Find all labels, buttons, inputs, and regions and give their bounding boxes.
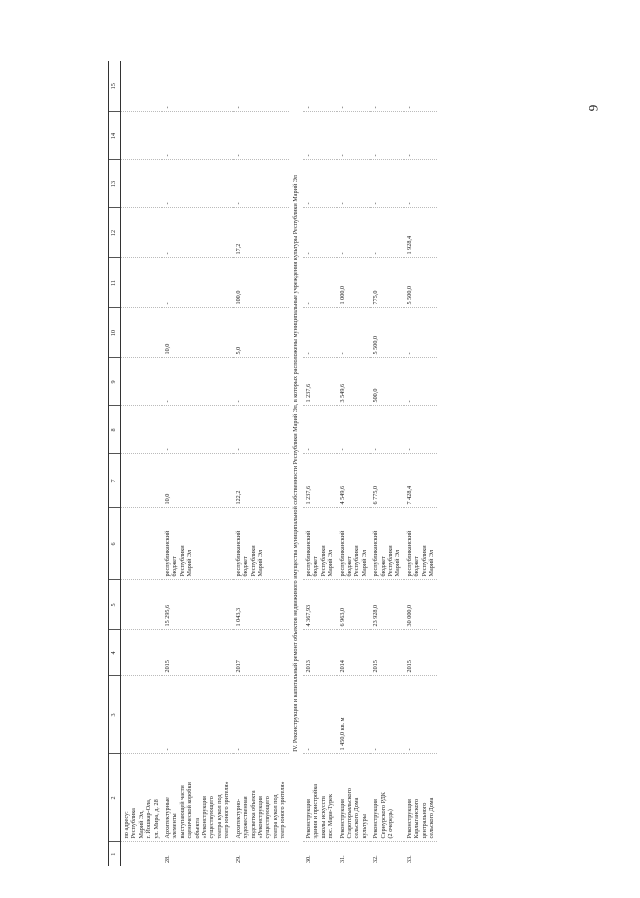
table-row [370, 61, 404, 866]
cell-col-7: 4 549,6 [337, 454, 371, 508]
cell-col-15: - [370, 61, 404, 112]
cell-col-9: 3 549,6 [337, 358, 371, 406]
cell-col-14: - [370, 112, 404, 160]
cell-col-10: 10,0 [162, 308, 233, 358]
cell-col-13: - [370, 160, 404, 208]
cell-col-5: 30 000,0 [404, 580, 438, 630]
cell-col-14: - [337, 112, 371, 160]
cell-col-4: 2017 [233, 630, 289, 676]
table-row [303, 61, 337, 866]
column-number-7: 7 [109, 454, 121, 508]
cell-col-15: - [233, 61, 289, 112]
cell-col-14 [121, 112, 163, 160]
cell-col-2: Реконструкция Сернурского РДК (2 очередь) [370, 754, 404, 842]
cell-col-6: республиканский бюджет Республики Марий Эл [370, 508, 404, 580]
cell-col-7: 7 428,4 [404, 454, 438, 508]
cell-col-1: 30. [304, 855, 312, 863]
cell-col-7: 6 775,0 [370, 454, 404, 508]
cell-col-3 [121, 676, 163, 754]
cell-col-11: 100,0 [233, 258, 289, 308]
cell-col-7: 1 237,6 [303, 454, 337, 508]
cell-col-15: - [303, 61, 337, 112]
cell-col-4: 2013 [303, 630, 337, 676]
cell-col-5: 23 928,0 [370, 580, 404, 630]
cell-col-9: - [233, 358, 289, 406]
cell-col-13: - [303, 160, 337, 208]
column-number-5: 5 [109, 580, 121, 630]
cell-col-2: Реконструкция Карлыганского центрального сельского Дома [404, 754, 438, 842]
cell-col-3: - [303, 676, 337, 754]
cell-col-14: - [404, 112, 438, 160]
cell-col-2: Реконструкция здания и пристройка школы искусств пос. Мари-Турек [303, 754, 337, 842]
column-number-8: 8 [109, 406, 121, 454]
cell-col-2: по адресу: Республика Марий Эл, г. Йошкар-Ола, ул. Мира, д. 28 [121, 754, 163, 842]
cell-col-6 [121, 508, 163, 580]
column-number-11: 11 [109, 258, 121, 308]
cell-col-7: 10,0 [162, 454, 233, 508]
cell-col-1: 28. [164, 855, 172, 863]
column-number-15: 15 [109, 61, 121, 112]
cell-col-14: - [303, 112, 337, 160]
cell-col-11: 5 500,0 [404, 258, 438, 308]
cell-col-1: 33. [405, 855, 413, 863]
cell-col-10 [121, 308, 163, 358]
cell-col-15 [121, 61, 163, 112]
cell-col-4: 2014 [337, 630, 371, 676]
cell-col-1: 32. [372, 855, 380, 863]
cell-col-12 [121, 208, 163, 258]
cell-col-10: 5,0 [233, 308, 289, 358]
table-row [233, 61, 289, 866]
column-number-6: 6 [109, 508, 121, 580]
cell-col-13 [121, 160, 163, 208]
cell-col-9 [121, 358, 163, 406]
page-number: 9 [585, 104, 601, 112]
cell-col-14: - [162, 112, 233, 160]
cell-col-4: 2015 [162, 630, 233, 676]
cell-col-8: - [404, 406, 438, 454]
table-row [404, 61, 438, 866]
cell-col-5 [121, 580, 163, 630]
cell-col-14: - [233, 112, 289, 160]
column-number-1: 1 [109, 842, 121, 866]
cell-col-4: 2015 [404, 630, 438, 676]
cell-col-4: 2015 [370, 630, 404, 676]
cell-col-1 [121, 842, 163, 866]
cell-col-8: - [162, 406, 233, 454]
cell-col-3: 1 450,0 кв. м [337, 676, 371, 754]
cell-col-9: 1 237,6 [303, 358, 337, 406]
cell-col-11: 1 000,0 [337, 258, 371, 308]
cell-col-8: - [370, 406, 404, 454]
cell-col-11: - [162, 258, 233, 308]
cell-col-6: республиканский бюджет Республики Марий Эл [233, 508, 289, 580]
cell-col-11 [121, 258, 163, 308]
cell-col-8: - [303, 406, 337, 454]
cell-col-8: - [233, 406, 289, 454]
cell-col-12: - [303, 208, 337, 258]
cell-col-12: - [370, 208, 404, 258]
cell-col-8 [121, 406, 163, 454]
column-number-12: 12 [109, 208, 121, 258]
cell-col-9: - [404, 358, 438, 406]
column-number-13: 13 [109, 160, 121, 208]
cell-col-11: 775,0 [370, 258, 404, 308]
cell-col-3: - [370, 676, 404, 754]
column-number-4: 4 [109, 630, 121, 676]
cell-col-13: - [233, 160, 289, 208]
cell-col-2: Архитектурно- художественная подсветка объекта «Реконструкция существующего театра кукол под театр юного зрителя» [233, 754, 289, 842]
cell-col-9: 500,0 [370, 358, 404, 406]
cell-col-15: - [404, 61, 438, 112]
section-heading-row [289, 61, 303, 866]
cell-col-2: Архитектурные элементы выступающей части сценической коробки объекта «Реконструкция существующего театра кукол под театр юного зрителя» [162, 754, 233, 842]
cell-col-12: 1 928,4 [404, 208, 438, 258]
cell-col-13: - [162, 160, 233, 208]
cell-col-12: - [337, 208, 371, 258]
cell-col-3: - [404, 676, 438, 754]
column-number-14: 14 [109, 112, 121, 160]
cell-col-13: - [404, 160, 438, 208]
cell-col-10: - [337, 308, 371, 358]
column-number-10: 10 [109, 308, 121, 358]
table-row [337, 61, 371, 866]
cell-col-11: - [303, 258, 337, 308]
budget-table-container [108, 61, 628, 866]
cell-col-15: - [162, 61, 233, 112]
cell-col-6: республиканский бюджет Республики Марий Эл [404, 508, 438, 580]
cell-col-5: 1 043,3 [233, 580, 289, 630]
budget-table [108, 61, 437, 866]
cell-col-10: - [303, 308, 337, 358]
cell-col-4 [121, 630, 163, 676]
table-row [121, 61, 163, 866]
cell-col-2: Реконструкция Староторъяльского сельского Дома культуры [337, 754, 371, 842]
column-number-3: 3 [109, 676, 121, 754]
cell-col-1: 31. [338, 855, 346, 863]
column-number-row [109, 61, 121, 866]
cell-col-3: - [233, 676, 289, 754]
cell-col-6: республиканский бюджет Республики Марий Эл [303, 508, 337, 580]
cell-col-13: - [337, 160, 371, 208]
cell-col-3: - [162, 676, 233, 754]
cell-col-5: 15 295,6 [162, 580, 233, 630]
section-heading: IV. Реконструкция и капитальный ремонт объектов недвижимого имущества муниципальной собственности Республики Марий Эл, в которых расположены муниципальные учреждения культуры Республики Марий Эл [291, 175, 299, 752]
cell-col-10: - [404, 308, 438, 358]
cell-col-12: - [162, 208, 233, 258]
cell-col-15: - [337, 61, 371, 112]
cell-col-5: 6 963,0 [337, 580, 371, 630]
cell-col-8: - [337, 406, 371, 454]
cell-col-6: республиканский бюджет Республики Марий Эл [337, 508, 371, 580]
table-row [162, 61, 233, 866]
cell-col-6: республиканский бюджет Республики Марий Эл [162, 508, 233, 580]
cell-col-9: - [162, 358, 233, 406]
cell-col-1: 29. [234, 855, 242, 863]
cell-col-7: 122,2 [233, 454, 289, 508]
column-number-2: 2 [109, 754, 121, 842]
cell-col-7 [121, 454, 163, 508]
cell-col-10: 5 500,0 [370, 308, 404, 358]
cell-col-5: 4 367,93 [303, 580, 337, 630]
column-number-9: 9 [109, 358, 121, 406]
cell-col-12: 17,2 [233, 208, 289, 258]
